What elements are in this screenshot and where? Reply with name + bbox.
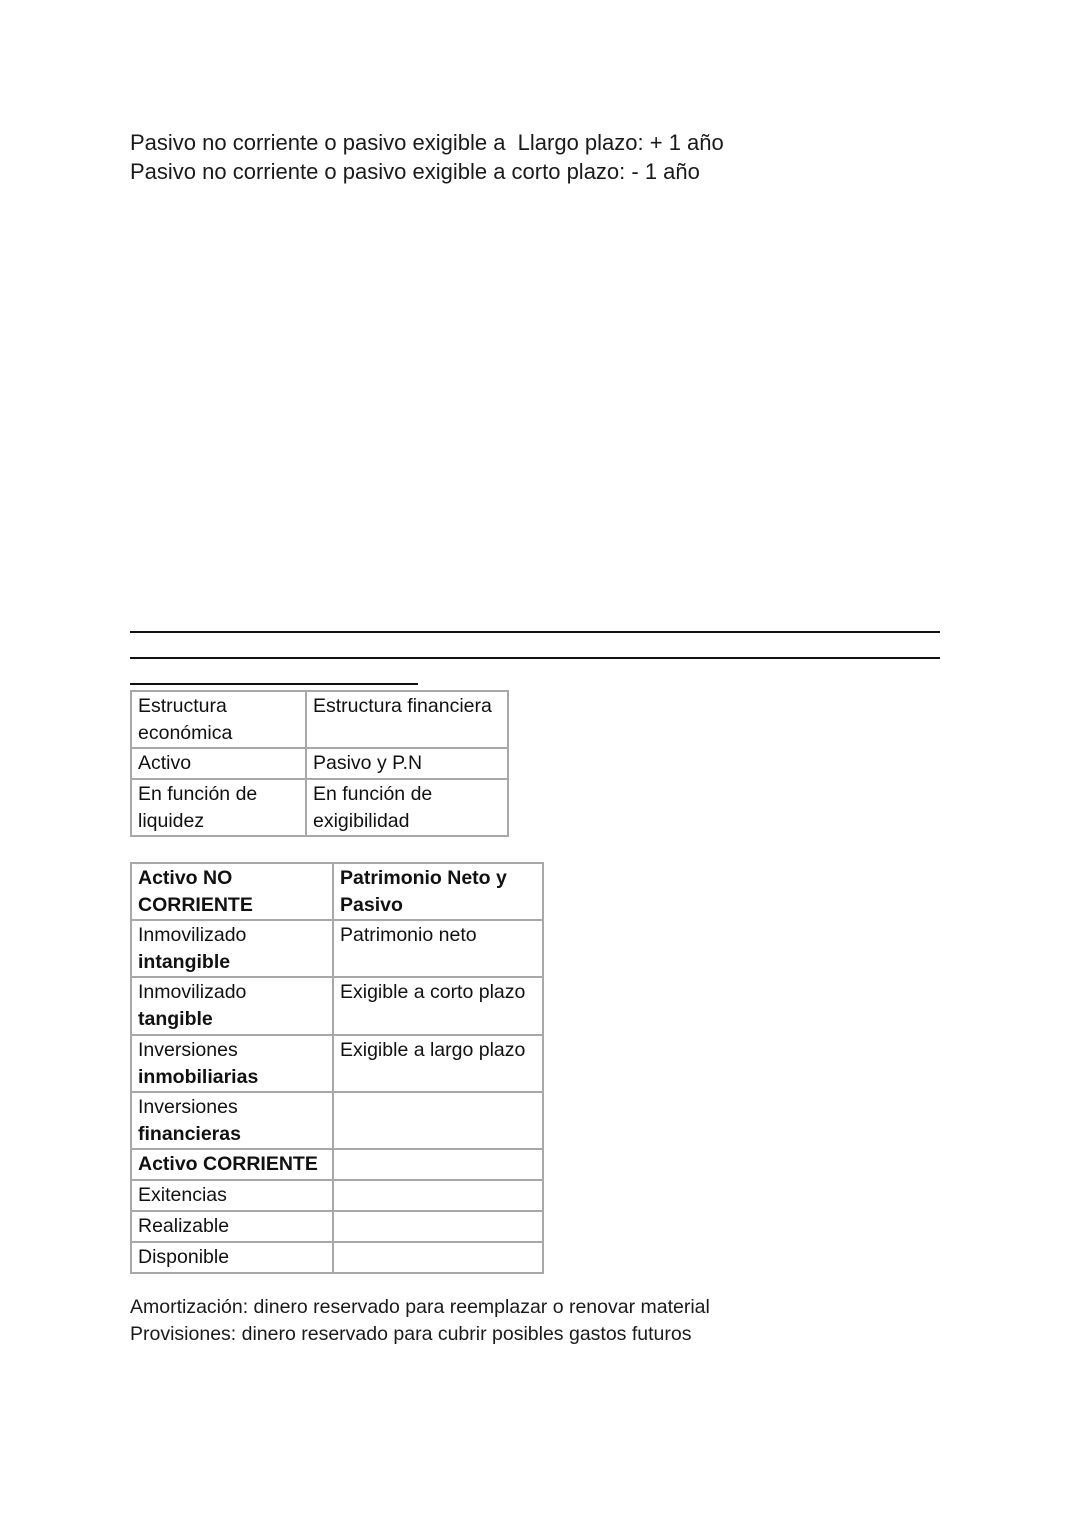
- table-cell: En función de exigibilidad: [306, 779, 508, 836]
- intro-line-long-term: Pasivo no corriente o pasivo exigible a Llargo plazo: + 1 año: [130, 130, 724, 155]
- table-row: [131, 748, 508, 779]
- table-cell: Estructura económica: [131, 691, 306, 748]
- table-cell: Patrimonio neto: [333, 920, 543, 977]
- note-provisiones: Provisiones: dinero reservado para cubrir posibles gastos futuros: [130, 1323, 692, 1345]
- intro-line-short-term: Pasivo no corriente o pasivo exigible a corto plazo: - 1 año: [130, 158, 700, 184]
- table-row: [131, 920, 543, 977]
- table-cell: Inversiones financieras: [131, 1092, 333, 1149]
- table-cell: En función de liquidez: [131, 779, 306, 836]
- table-cell: Estructura financiera: [306, 691, 508, 748]
- table-row: [131, 779, 508, 836]
- table-cell: [333, 1149, 543, 1180]
- intro-text: [130, 129, 724, 186]
- structure-table: [130, 690, 509, 837]
- table-row: [131, 1211, 543, 1242]
- table-row: [131, 1180, 543, 1211]
- non-current-assets-header: Activo NO CORRIENTE: [131, 863, 333, 920]
- table-cell: Inversiones inmobiliarias: [131, 1035, 333, 1092]
- table-row: [131, 1242, 543, 1273]
- divider-line-1: [130, 631, 940, 633]
- table-cell: Activo: [131, 748, 306, 779]
- current-assets-header: Activo CORRIENTE: [131, 1149, 333, 1180]
- definitions-notes: [130, 1294, 710, 1348]
- equity-liabilities-header: Patrimonio Neto y Pasivo: [333, 863, 543, 920]
- table-cell: [333, 1180, 543, 1211]
- table-row: [131, 1035, 543, 1092]
- divider-line-3: [130, 683, 418, 685]
- table-cell: Exigible a corto plazo: [333, 977, 543, 1035]
- table-cell: [333, 1092, 543, 1149]
- table-cell: Exigible a largo plazo: [333, 1035, 543, 1092]
- divider-line-2: [130, 657, 940, 659]
- table-cell: Disponible: [131, 1242, 333, 1273]
- table-row: [131, 977, 543, 1035]
- table-cell: Inmovilizado tangible: [131, 977, 333, 1035]
- balance-table: [130, 862, 544, 1274]
- table-cell: Inmovilizado intangible: [131, 920, 333, 977]
- table-row: [131, 1149, 543, 1180]
- table-cell: [333, 1242, 543, 1273]
- table-cell: [333, 1211, 543, 1242]
- table-row: [131, 1092, 543, 1149]
- table-cell: Realizable: [131, 1211, 333, 1242]
- table-cell: Pasivo y P.N: [306, 748, 508, 779]
- table-row: [131, 691, 508, 748]
- note-amortizacion: Amortización: dinero reservado para reemplazar o renovar material: [130, 1296, 710, 1318]
- table-cell: Exitencias: [131, 1180, 333, 1211]
- table-header-row: [131, 863, 543, 920]
